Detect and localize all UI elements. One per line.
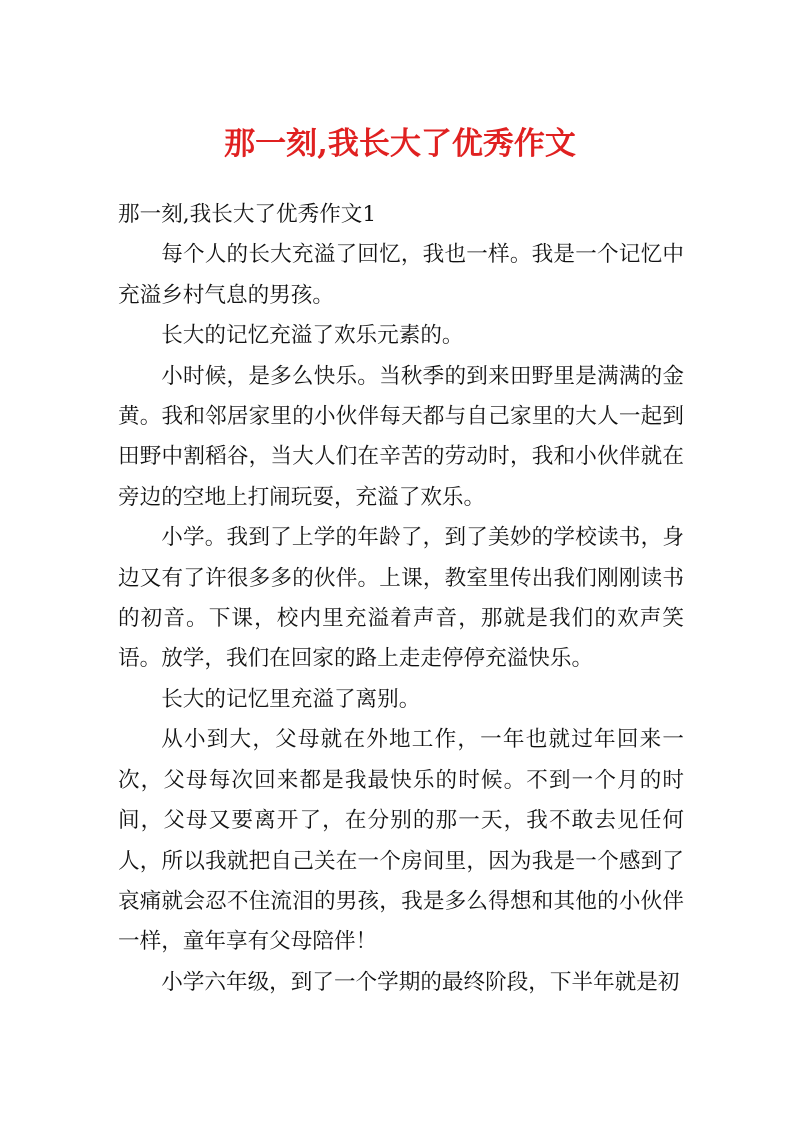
paragraph: 小学六年级，到了一个学期的最终阶段，下半年就是初 xyxy=(161,969,680,995)
paragraph: 长大的记忆里充溢了离别。 xyxy=(161,686,421,712)
essay-subtitle: 那一刻,我长大了优秀作文1 xyxy=(118,202,377,227)
paragraph: 从小到大，父母就在外地工作，一年也就过年回来一次，父母每次回来都是我最快乐的时候。不到一个月的时间，父母又要离开了，在分别的那一天，我不敢去见任何人，所以我就把自己关在一个房间里，因为我是一个感到了哀痛就会忍不住流泪的男孩，我是多么得想和其他的小伙伴一样，童年享有父母陪伴！ xyxy=(118,727,684,955)
paragraph: 每个人的长大充溢了回忆，我也一样。我是一个记忆中充溢乡村气息的男孩。 xyxy=(118,242,684,308)
paragraph: 小学。我到了上学的年龄了，到了美妙的学校读书，身边又有了许很多多的伙伴。上课，教室里传出我们刚刚读书的初音。下课，校内里充溢着声音，那就是我们的欢声笑语。放学，我们在回家的路上走走停停充溢快乐。 xyxy=(118,525,684,672)
document-title: 那一刻,我长大了优秀作文 xyxy=(224,126,576,162)
paragraph: 长大的记忆充溢了欢乐元素的。 xyxy=(161,323,464,349)
paragraph: 小时候，是多么快乐。当秋季的到来田野里是满满的金黄。我和邻居家里的小伙伴每天都与自己家里的大人一起到田野中割稻谷，当大人们在辛苦的劳动时，我和小伙伴就在旁边的空地上打闹玩耍，充溢了欢乐。 xyxy=(118,363,684,510)
document-body xyxy=(118,195,684,1003)
